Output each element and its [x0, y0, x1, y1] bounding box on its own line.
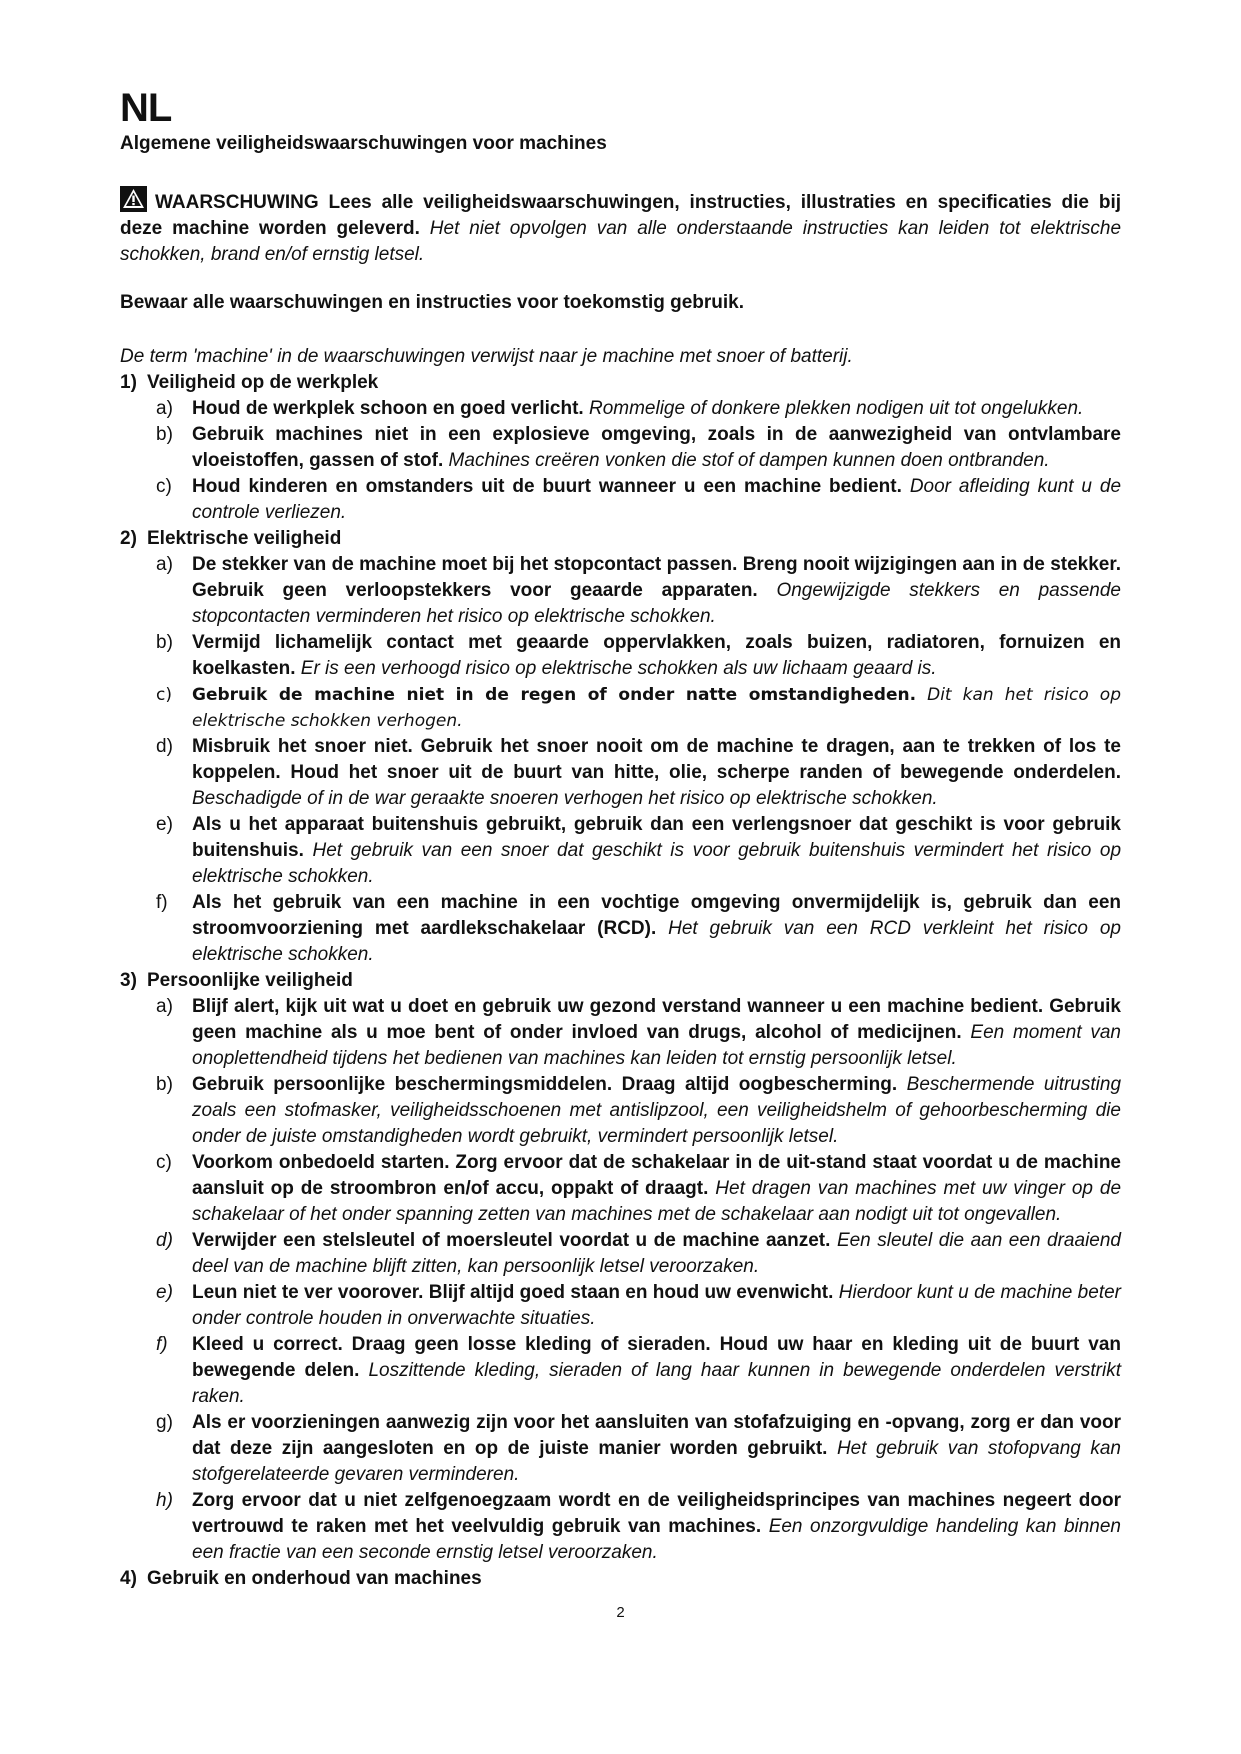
list-item: [120, 630, 1121, 682]
item-italic-text: Loszittende kleding, sieraden of lang haar kunnen in bewegende onderdelen verstrikt raken.: [192, 1360, 1121, 1407]
section-heading: [120, 370, 1121, 396]
item-bold-text: Voorkom onbedoeld starten. Zorg ervoor dat de schakelaar in de uit-stand staat voordat u de machine aansluit op de stroombron en/of accu, oppakt of draagt.: [192, 1152, 1121, 1199]
item-italic-text: Hierdoor kunt u de machine beter onder controle houden in onverwachte situaties.: [192, 1282, 1121, 1329]
item-italic-text: Dit kan het risico op elektrische schokken verhogen.: [192, 685, 1121, 731]
page-title: Algemene veiligheidswaarschuwingen voor machines: [120, 133, 607, 154]
item-label: b): [156, 424, 173, 445]
item-italic-text: Beschadigde of in de war geraakte snoeren verhogen het risico op elektrische schokken.: [192, 788, 938, 809]
section-items: [120, 994, 1121, 1566]
warning-italic-text: Het niet opvolgen van alle onderstaande instructies kan leiden tot elektrische schokken, brand en/of ernstig letsel.: [120, 218, 1122, 265]
item-bold-text: Gebruik de machine niet in de regen of onder natte omstandigheden.: [192, 685, 917, 705]
list-item: [120, 1072, 1121, 1150]
item-bold-text: Blijf alert, kijk uit wat u doet en gebruik uw gezond verstand wanneer u een machine bedient. Gebruik geen machine als u moe bent of onder invloed van drugs, alcohol of medicijnen.: [192, 996, 1121, 1043]
list-item: [120, 396, 1121, 422]
item-bold-text: Misbruik het snoer niet. Gebruik het snoer nooit om de machine te dragen, aan te trekken of los te koppelen. Houd het snoer uit de buurt van hitte, olie, scherpe randen of bewegende onderdelen.: [192, 736, 1121, 783]
list-item: [120, 552, 1121, 630]
item-label: d): [156, 1230, 173, 1251]
item-label: b): [156, 1074, 173, 1095]
item-label: e): [156, 814, 173, 835]
section-items: [120, 552, 1121, 968]
warning-bold-text: WAARSCHUWING Lees alle veiligheidswaarschuwingen, instructies, illustraties en specificaties die bij deze machine worden geleverd.: [120, 192, 1121, 239]
document-page: [120, 84, 1121, 1592]
item-bold-text: Vermijd lichamelijk contact met geaarde oppervlakken, zoals buizen, radiatoren, fornuizen en koelkasten.: [192, 632, 1121, 679]
item-italic-text: Het gebruik van stofopvang kan stofgerelateerde gevaren verminderen.: [192, 1438, 1121, 1485]
item-label: a): [156, 996, 173, 1017]
item-bold-text: Als het gebruik van een machine in een vochtige omgeving onvermijdelijk is, gebruik dan een stroomvoorziening met aardlekschakelaar (RCD).: [192, 892, 1121, 939]
item-bold-text: Kleed u correct. Draag geen losse kleding of sieraden. Houd uw haar en kleding uit de buurt van bewegende delen.: [192, 1334, 1121, 1381]
list-item: [120, 1410, 1121, 1488]
page-number: 2: [616, 1604, 625, 1621]
warning-paragraph: [120, 186, 1121, 268]
item-label: c): [156, 1152, 172, 1173]
item-label: c): [156, 476, 172, 497]
list-item: [120, 994, 1121, 1072]
list-item: [120, 1280, 1121, 1332]
list-item: [120, 1488, 1121, 1566]
item-bold-text: Verwijder een stelsleutel of moersleutel voordat u de machine aanzet.: [192, 1230, 831, 1251]
section-number: 3): [120, 970, 137, 991]
item-label: g): [156, 1412, 173, 1433]
keep-notice: Bewaar alle waarschuwingen en instructies voor toekomstig gebruik.: [120, 292, 745, 313]
list-item: [120, 1228, 1121, 1280]
section-number: 2): [120, 528, 137, 549]
list-item: [120, 474, 1121, 526]
section-heading: [120, 526, 1121, 552]
section-number: 4): [120, 1568, 137, 1589]
item-label: e): [156, 1282, 173, 1303]
item-bold-text: Houd kinderen en omstanders uit de buurt wanneer u een machine bedient.: [192, 476, 902, 497]
item-italic-text: Het gebruik van een RCD verkleint het risico op elektrische schokken.: [192, 918, 1121, 965]
section-title: Elektrische veiligheid: [147, 528, 342, 549]
item-italic-text: Rommelige of donkere plekken nodigen uit tot ongelukken.: [588, 398, 1084, 419]
section-title: Gebruik en onderhoud van machines: [147, 1568, 482, 1589]
item-italic-text: Het dragen van machines met uw vinger op de schakelaar of het onder spanning zetten van machines met de schakelaar aan nodigt uit tot ongevallen.: [192, 1178, 1122, 1225]
item-italic-text: Er is een verhoogd risico op elektrische schokken als uw lichaam geaard is.: [300, 658, 937, 679]
item-label: f): [156, 1334, 168, 1355]
item-italic-text: Door afleiding kunt u de controle verliezen.: [192, 476, 1122, 523]
list-item: [120, 422, 1121, 474]
warning-triangle-icon: [120, 186, 147, 212]
item-italic-text: Machines creëren vonken die stof of dampen kunnen doen ontbranden.: [448, 450, 1050, 471]
item-italic-text: Beschermende uitrusting zoals een stofmasker, veiligheidsschoenen met antislipzool, een veiligheidshelm of gehoorbescherming die onder de juiste omstandigheden wordt gebruikt, vermindert persoonlijk letsel.: [192, 1074, 1122, 1147]
list-item: [120, 682, 1121, 734]
item-bold-text: Als er voorzieningen aanwezig zijn voor het aansluiten van stofafzuiging en -opvang, zorg er dan voor dat deze zijn aangesloten en op de juiste manier worden gebruikt.: [192, 1412, 1121, 1459]
item-italic-text: Een sleutel die aan een draaiend deel van de machine blijft zitten, kan persoonlijk letsel veroorzaken.: [192, 1230, 1121, 1277]
item-label: a): [156, 398, 173, 419]
item-label: d): [156, 736, 173, 757]
list-item: [120, 1332, 1121, 1410]
item-label: a): [156, 554, 173, 575]
item-bold-text: Als u het apparaat buitenshuis gebruikt, gebruik dan een verlengsnoer dat geschikt is voor gebruik buitenshuis.: [192, 814, 1121, 861]
list-item: [120, 1150, 1121, 1228]
item-italic-text: Een moment van onoplettendheid tijdens het bedienen van machines kan leiden tot ernstig persoonlijk letsel.: [192, 1022, 1122, 1069]
item-italic-text: Ongewijzigde stekkers en passende stopcontacten verminderen het risico op elektrische schokken.: [192, 580, 1121, 627]
language-code: NL: [120, 86, 172, 130]
item-bold-text: Gebruik persoonlijke beschermingsmiddelen. Draag altijd oogbescherming.: [192, 1074, 898, 1095]
term-note: De term 'machine' in de waarschuwingen verwijst naar je machine met snoer of batterij.: [120, 346, 853, 367]
item-bold-text: De stekker van de machine moet bij het stopcontact passen. Breng nooit wijzigingen aan in de stekker. Gebruik geen verloopstekkers voor geaarde apparaten.: [192, 554, 1121, 601]
section-items: [120, 396, 1121, 526]
section-title: Persoonlijke veiligheid: [147, 970, 353, 991]
item-label: c): [156, 685, 172, 705]
list-item: [120, 734, 1121, 812]
item-bold-text: Houd de werkplek schoon en goed verlicht.: [192, 398, 584, 419]
item-label: b): [156, 632, 173, 653]
section-title: Veiligheid op de werkplek: [147, 372, 379, 393]
item-bold-text: Zorg ervoor dat u niet zelfgenoegzaam wordt en de veiligheidsprincipes van machines negeert door vertrouwd te raken met het veelvuldig gebruik van machines.: [192, 1490, 1121, 1537]
section-number: 1): [120, 372, 137, 393]
section-heading: [120, 968, 1121, 994]
item-label: f): [156, 892, 168, 913]
item-label: h): [156, 1490, 173, 1511]
item-bold-text: Leun niet te ver voorover. Blijf altijd goed staan en houd uw evenwicht.: [192, 1282, 834, 1303]
list-item: [120, 812, 1121, 890]
item-italic-text: Het gebruik van een snoer dat geschikt is voor gebruik buitenshuis vermindert het risico op elektrische schokken.: [192, 840, 1122, 887]
item-bold-text: Gebruik machines niet in een explosieve omgeving, zoals in de aanwezigheid van ontvlambare vloeistoffen, gassen of stof.: [192, 424, 1121, 471]
section-heading: [120, 1566, 1121, 1592]
list-item: [120, 890, 1121, 968]
item-italic-text: Een onzorgvuldige handeling kan binnen een fractie van een seconde ernstig letsel veroorzaken.: [192, 1516, 1121, 1563]
